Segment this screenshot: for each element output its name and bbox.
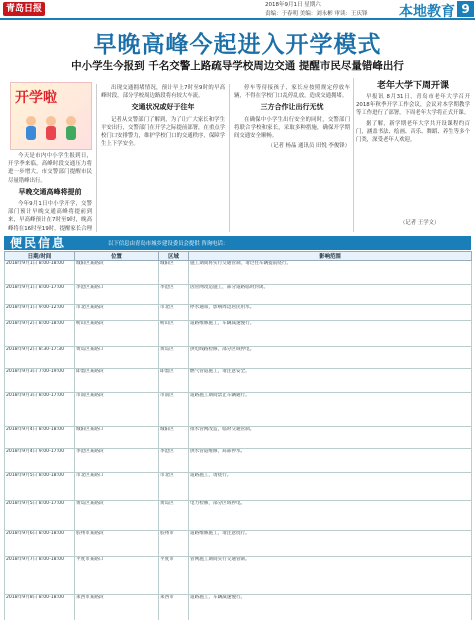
- column-header: 区域: [159, 252, 189, 261]
- table-row: [5, 449, 472, 473]
- cell-text: 崂山区: [160, 321, 174, 326]
- students-icon: [19, 113, 83, 143]
- cell-text: 燃气管道施工，请注意安全。: [190, 369, 250, 374]
- page-number: 9: [457, 1, 474, 17]
- notice-band: [4, 236, 471, 250]
- table-cell-scope: [189, 557, 472, 595]
- reporter-line: （记者 杨晶 通讯员 田悦 李俊锋）: [267, 143, 350, 150]
- article-subtitle: 交通状况或好于往年: [131, 103, 195, 112]
- cell-text: 市北区: [160, 305, 174, 310]
- table-cell-scope: [189, 531, 472, 557]
- table-row: [5, 427, 472, 449]
- table-row: [5, 393, 472, 427]
- table-header-row: [5, 252, 472, 261]
- cell-text: 2018年9月1日 8:00-18:00: [6, 261, 64, 266]
- table-row: [5, 285, 472, 305]
- cell-text: 2018年9月5日 8:00-18:00: [6, 473, 64, 478]
- sidebar-story: [356, 78, 470, 228]
- table-cell-place: [75, 369, 159, 393]
- cell-text: 平度市某路口: [76, 557, 104, 562]
- cell-text: 城阳区: [160, 427, 174, 432]
- cell-text: 停水通知，影响周边居民用水。: [190, 305, 255, 310]
- table-cell-area: [159, 261, 189, 285]
- table-cell-scope: [189, 369, 472, 393]
- paragraph: 出现交通拥堵情况，预计早上7时至9时的早高峰时段，部分学校周边路段将有较大车流。: [101, 85, 225, 100]
- cell-text: 黄岛区: [160, 347, 174, 352]
- column-header: 日期/时间: [5, 252, 75, 261]
- cell-text: 道路施工期间禁止车辆通行。: [190, 393, 250, 398]
- table-cell-place: [75, 531, 159, 557]
- table-row: [5, 305, 472, 321]
- table-cell-place: [75, 427, 159, 449]
- table-cell-area: [159, 369, 189, 393]
- cell-text: 2018年9月3日 8:00-17:00: [6, 393, 64, 398]
- cell-text: 施工期间将实行交通管制，请过往车辆提前绕行。: [190, 261, 292, 266]
- table-cell-date: [5, 473, 75, 501]
- column-header: 位置: [75, 252, 159, 261]
- cell-text: 莱西市: [160, 595, 174, 600]
- cell-text: 2018年9月4日 9:00-17:00: [6, 449, 64, 454]
- table-row: [5, 501, 472, 531]
- table-cell-date: [5, 557, 75, 595]
- table-cell-area: [159, 595, 189, 620]
- table-cell-place: [75, 305, 159, 321]
- article-subtitle: 三方合作让出行无忧: [260, 103, 324, 112]
- column-divider: [229, 84, 230, 232]
- table-cell-place: [75, 285, 159, 305]
- main-headline: 早晚高峰今起进入开学模式: [93, 32, 382, 58]
- table-row: [5, 369, 472, 393]
- table-cell-place: [75, 321, 159, 347]
- column-header: 影响范围: [189, 252, 472, 261]
- table-cell-scope: [189, 285, 472, 305]
- cell-text: 市南区: [160, 393, 174, 398]
- table-cell-date: [5, 305, 75, 321]
- article-illustration: [10, 82, 92, 150]
- table-cell-date: [5, 393, 75, 427]
- table-cell-date: [5, 321, 75, 347]
- cell-text: 李沧区: [160, 449, 174, 454]
- cell-text: 平度市: [160, 557, 174, 562]
- table-cell-scope: [189, 305, 472, 321]
- cell-text: 管网施工期间实行交通管制。: [190, 557, 250, 562]
- cell-text: 即墨区: [160, 369, 174, 374]
- cell-text: 李沧区某路口: [76, 285, 104, 290]
- editor-line: 责编：于春明 美编：刘永彬 审读：王庆锋: [265, 11, 368, 17]
- cell-text: 电力检修，部分区域停电。: [190, 501, 246, 506]
- sidebar-reporter: （记者 王学文）: [400, 220, 440, 226]
- table-cell-area: [159, 473, 189, 501]
- table-cell-area: [159, 347, 189, 369]
- table-cell-date: [5, 285, 75, 305]
- cell-text: 莱西市某路段: [76, 595, 104, 600]
- cell-text: 2018年9月2日 8:30-17:30: [6, 347, 64, 352]
- cell-text: 即墨区某路段: [76, 369, 104, 374]
- cell-text: 黄岛区某路段: [76, 501, 104, 506]
- newspaper-logo: 青岛日报: [3, 2, 45, 16]
- table-cell-place: [75, 393, 159, 427]
- paragraph: 据了解，新学期老年大学共开设课程约百门，涵盖书法、绘画、音乐、舞蹈、养生等多个门类，深受老年人欢迎。: [356, 120, 470, 144]
- cell-text: 道路维修施工，车辆减速慢行。: [190, 321, 255, 326]
- cell-text: 道路施工，请绕行。: [190, 473, 232, 478]
- cell-text: 黄岛区某路口: [76, 347, 104, 352]
- table-cell-place: [75, 261, 159, 285]
- table-row: [5, 557, 472, 595]
- table-row: [5, 473, 472, 501]
- cell-text: 李沧区某路段: [76, 449, 104, 454]
- table-cell-area: [159, 393, 189, 427]
- subheadline: 中小学生今报到 千名交警上路疏导学校周边交通 提醒市民尽量错峰出行: [71, 60, 404, 72]
- table-cell-area: [159, 531, 189, 557]
- table-cell-scope: [189, 449, 472, 473]
- paragraph: 记者从交警部门了解到，为了让广大家长和学生平安出行，交警部门在开学之际提前部署，在重点学校门口安排警力，维护学校门口的交通秩序，保障学生上下学安全。: [101, 116, 225, 148]
- article-column-1: [8, 152, 92, 232]
- notice-title: 便民信息: [10, 236, 67, 250]
- table-cell-date: [5, 501, 75, 531]
- cell-text: 2018年9月7日 8:00-18:00: [6, 557, 64, 562]
- illustration-title: 开学啦: [15, 90, 57, 106]
- table-cell-place: [75, 557, 159, 595]
- cell-text: 2018年9月6日 8:00-18:00: [6, 531, 64, 536]
- table-cell-date: [5, 595, 75, 620]
- issue-date: 2018年9月1日 星期六: [265, 2, 321, 8]
- cell-text: 胶州市某路段: [76, 531, 104, 536]
- cell-text: 城阳区某路口: [76, 427, 104, 432]
- cell-text: 市南区某路段: [76, 393, 104, 398]
- cell-text: 市北区某路口: [76, 473, 104, 478]
- table-row: [5, 261, 472, 285]
- table-cell-area: [159, 321, 189, 347]
- article-subtitle: 早晚交通高峰将提前: [18, 187, 82, 196]
- table-cell-area: [159, 427, 189, 449]
- masthead: [0, 0, 475, 20]
- cell-text: 李沧区: [160, 285, 174, 290]
- table-cell-area: [159, 285, 189, 305]
- cell-text: 2018年9月2日 8:00-18:00: [6, 321, 64, 326]
- cell-text: 2018年9月4日 8:00-18:00: [6, 427, 64, 432]
- table-cell-scope: [189, 473, 472, 501]
- column-divider: [353, 78, 354, 232]
- table-cell-area: [159, 449, 189, 473]
- table-cell-place: [75, 347, 159, 369]
- cell-text: 黄岛区: [160, 501, 174, 506]
- cell-text: 城阳区: [160, 261, 174, 266]
- table-cell-date: [5, 449, 75, 473]
- section-title: 本地教育: [399, 4, 455, 20]
- notice-note: 以下信息由青岛市城乡建设委员会提供 咨询电话：: [108, 241, 229, 247]
- sidebar-title: 老年大学下周开课: [376, 81, 449, 91]
- table-cell-scope: [189, 595, 472, 620]
- table-row: [5, 531, 472, 557]
- table-cell-place: [75, 473, 159, 501]
- table-row: [5, 321, 472, 347]
- cell-text: 市北区某路段: [76, 305, 104, 310]
- table-cell-date: [5, 347, 75, 369]
- table-cell-area: [159, 501, 189, 531]
- cell-text: 供水管道维修，局部停水。: [190, 449, 246, 454]
- table-cell-place: [75, 449, 159, 473]
- table-cell-scope: [189, 261, 472, 285]
- table-cell-scope: [189, 347, 472, 369]
- sidebar-body: [356, 93, 470, 225]
- table-row: [5, 347, 472, 369]
- table-cell-date: [5, 531, 75, 557]
- table-cell-scope: [189, 427, 472, 449]
- article-column-2: [101, 84, 225, 232]
- table-cell-scope: [189, 321, 472, 347]
- table-cell-area: [159, 305, 189, 321]
- cell-text: 道路维修施工，请注意绕行。: [190, 531, 250, 536]
- cell-text: 市北区: [160, 473, 174, 478]
- table-cell-place: [75, 501, 159, 531]
- cell-text: 道路施工，车辆减速慢行。: [190, 595, 246, 600]
- table-cell-place: [75, 595, 159, 620]
- cell-text: 2018年9月5日 8:00-17:00: [6, 501, 64, 506]
- notice-table-body: [5, 261, 472, 620]
- cell-text: 城阳区某路段: [76, 261, 104, 266]
- cell-text: 2018年9月1日 9:00-12:00: [6, 305, 64, 310]
- cell-text: 2018年9月8日 8:00-18:00: [6, 595, 64, 600]
- cell-text: 排水管网改造，临时交通管制。: [190, 427, 255, 432]
- article-column-3: [234, 84, 350, 232]
- cell-text: 胶州市: [160, 531, 174, 536]
- cell-text: 因管网改造施工，部分道路临时封闭。: [190, 285, 269, 290]
- paragraph: 早报讯 8月31日，青岛市老年大学召开2018年秋季开学工作会议，会议对本学期教学等工作进行了部署，下周老年大学将正式开课。: [356, 94, 470, 117]
- cell-text: 崂山区某路段: [76, 321, 104, 326]
- table-cell-scope: [189, 501, 472, 531]
- cell-text: 供电线路检修，部分区域停电。: [190, 347, 255, 352]
- table-cell-date: [5, 261, 75, 285]
- table-cell-area: [159, 557, 189, 595]
- paragraph: 今年9月1日中小学开学，交警部门预计早晚交通高峰将提前到来，早高峰预计在7时至9时，晚高峰将在16时至19时，提醒家长合理: [8, 201, 92, 232]
- table-cell-scope: [189, 393, 472, 427]
- cell-text: 2018年9月1日 8:00-17:00: [6, 285, 64, 290]
- column-divider: [96, 84, 97, 232]
- paragraph: 在确保中小学生出行安全的同时，交警部门将联合学校和家长，采取多种措施，确保开学期间交通安全顺畅。: [234, 116, 350, 140]
- table-cell-date: [5, 427, 75, 449]
- cell-text: 2018年9月3日 7:00-19:00: [6, 369, 64, 374]
- table-cell-date: [5, 369, 75, 393]
- paragraph: 停车等待接孩子，家长应按照规定停放车辆，不得在学校门口乱停乱放，造成交通拥堵。: [234, 85, 350, 100]
- table-row: [5, 595, 472, 620]
- notice-table: [4, 251, 472, 620]
- paragraph: 今天是市内中小学生报到日，开学季来临，高峰时段交通压力将进一步增大，市交警部门提醒市民尽量错峰出行。: [8, 153, 92, 184]
